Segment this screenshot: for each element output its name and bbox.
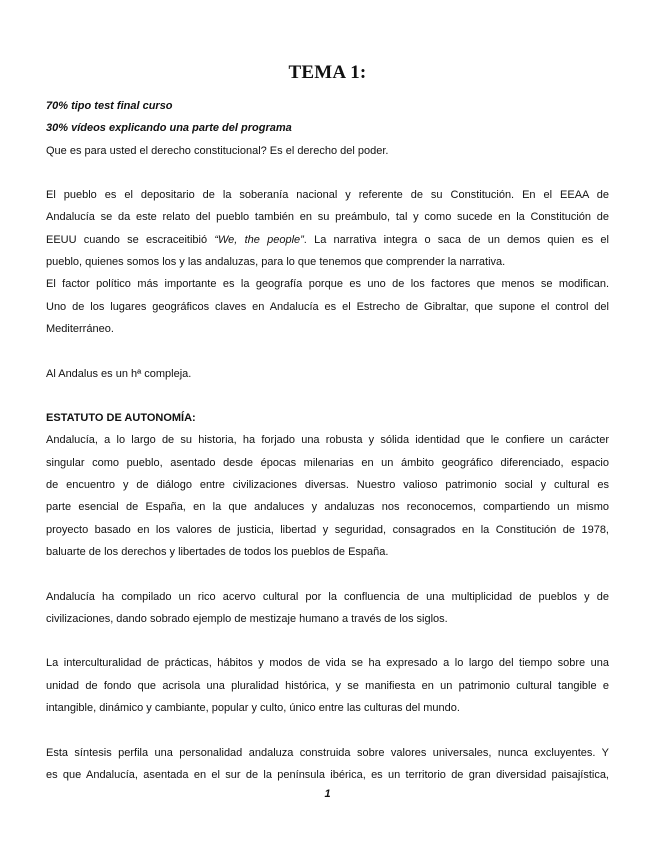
section-heading: ESTATUTO DE AUTONOMÍA: <box>46 412 196 425</box>
paragraph-gap <box>46 630 609 652</box>
page-number: 1 <box>324 788 331 800</box>
paragraph-line: pueblo, quienes somos los y las andaluzas, para lo que tenemos que comprender la narrativa. <box>46 256 506 269</box>
paragraph-pueblo <box>46 184 609 273</box>
paragraph-gap <box>46 719 609 741</box>
paragraph-geografia <box>46 273 609 340</box>
text-run: . La narrativa integra o saca de un demos quien es el <box>303 233 609 246</box>
paragraph-gap <box>46 162 609 184</box>
paragraph-al-andalus: Al Andalus es un hª compleja. <box>46 367 192 380</box>
grading-test-line: 70% tipo test final curso <box>46 100 173 112</box>
paragraph-line: baluarte de los derechos y libertades de todos los pueblos de España. <box>46 545 389 558</box>
paragraph-line: Mediterráneo. <box>46 322 114 335</box>
paragraph-line: unidad de fondo que acrisola una pluralidad histórica, y se manifiesta en un patrimonio cultural tangible e <box>46 679 609 692</box>
paragraph-line: El pueblo es el depositario de la soberanía nacional y referente de su Constitución. En el EEAA de <box>46 189 609 202</box>
paragraph-line <box>46 229 609 251</box>
paragraph-sintesis <box>46 742 609 787</box>
text-run: EEUU cuando se escraceitibió <box>46 233 215 246</box>
paragraph-gap <box>46 385 609 407</box>
paragraph-line: Uno de los lugares geográficos claves en Andalucía es el Estrecho de Gibraltar, que supone el control del <box>46 300 609 313</box>
paragraph-line: proyecto basado en los valores de justicia, libertad y seguridad, consagrados en la Constitución de 1978, <box>46 523 609 536</box>
grading-video-line: 30% vídeos explicando una parte del programa <box>46 122 292 135</box>
paragraph-line: intangible, dinámico y cambiante, popular y culto, único entre las culturas del mundo. <box>46 702 460 715</box>
paragraph-line: Andalucía, a lo largo de su historia, ha forjado una robusta y sólida identidad que le confiere un carácter <box>46 434 609 447</box>
paragraph-line: parte esencial de España, en la que andaluces y andaluzas nos reconocemos, compartiendo un mismo <box>46 501 609 514</box>
paragraph-gap <box>46 340 609 362</box>
paragraph-line: singular como pueblo, asentado desde épocas milenarias en un ámbito geográfico diferenciado, espacio <box>46 456 609 469</box>
paragraph-interculturalidad <box>46 652 609 719</box>
question-line: Que es para usted el derecho constitucional? Es el derecho del poder. <box>46 144 389 157</box>
paragraph-line: civilizaciones, dando sobrado ejemplo de mestizaje humano a través de los siglos. <box>46 612 448 625</box>
paragraph-acervo <box>46 586 609 631</box>
paragraph-line: es que Andalucía, asentada en el sur de la península ibérica, es un territorio de gran diversidad paisajística, <box>46 768 609 781</box>
paragraph-line: Andalucía ha compilado un rico acervo cultural por la confluencia de una multiplicidad de pueblos y de <box>46 590 609 603</box>
paragraph-line: La interculturalidad de prácticas, hábitos y modos de vida se ha expresado a lo largo del tiempo sobre una <box>46 657 609 670</box>
paragraph-line: Andalucía se da este relato del pueblo también en su preámbulo, tal y como sucede en la Constitución de <box>46 211 609 224</box>
paragraph-line: El factor político más importante es la geografía porque es uno de los factores que menos se modifican. <box>46 278 609 291</box>
we-the-people-quote: “We, the people” <box>214 233 304 246</box>
paragraph-identidad <box>46 429 609 563</box>
document-title: TEMA 1: <box>288 62 367 83</box>
paragraph-line: Esta síntesis perfila una personalidad andaluza construida sobre valores universales, nunca excluyentes. Y <box>46 746 609 759</box>
paragraph-gap <box>46 563 609 585</box>
document-body <box>46 95 609 786</box>
paragraph-line: de encuentro y de diálogo entre civilizaciones diversas. Nuestro valioso patrimonio social y cultural es <box>46 479 609 492</box>
